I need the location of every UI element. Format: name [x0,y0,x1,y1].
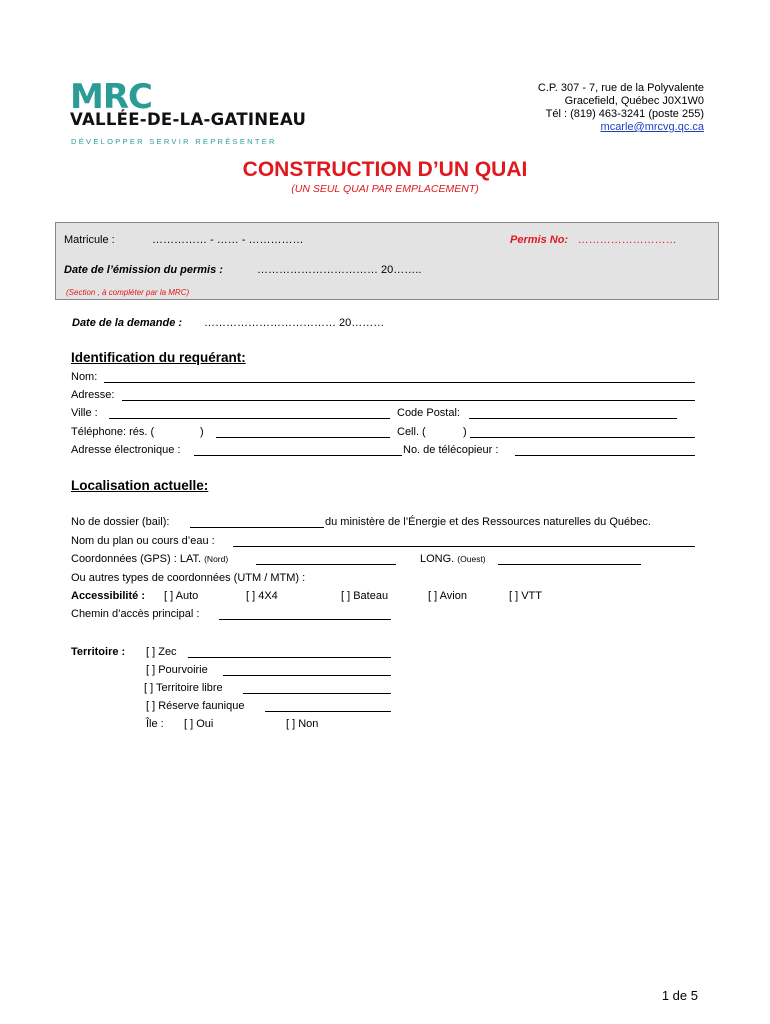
dossier-label: No de dossier (bail): [71,516,170,528]
code-postal-field[interactable] [469,418,677,419]
territoire-reserve-field[interactable] [265,711,391,712]
nom-label: Nom: [71,371,98,383]
demande-field[interactable]: ……………………………… 20……… [204,317,385,329]
matricule-field[interactable]: …………… - …… - …………… [152,234,304,246]
email-link[interactable]: mcarle@mrcvg.qc.ca [600,121,704,133]
address-line-2: Gracefield, Québec J0X1W0 [564,95,704,107]
adresse-label: Adresse: [71,389,115,401]
logo-tagline: DÉVELOPPER SERVIR REPRÉSENTER [71,137,277,146]
gps-nord-text: (Nord) [204,554,229,564]
access-vtt-checkbox[interactable]: [ ] VTT [509,590,542,602]
emission-field[interactable]: …………………………… 20…….. [257,264,422,276]
email-label: Adresse électronique : [71,444,181,456]
plan-eau-field[interactable] [233,546,695,547]
ville-label: Ville : [71,407,98,419]
gps-lat-field[interactable] [256,564,396,565]
admin-note: (Section , à compléter par la MRC) [66,288,190,297]
gps-long-label [420,553,486,566]
page-subtitle: (UN SEUL QUAI PAR EMPLACEMENT) [291,183,479,195]
ile-label: Île : [146,718,164,730]
telephone-field[interactable] [216,437,390,438]
territoire-pourvoirie-checkbox[interactable]: [ ] Pourvoirie [146,664,208,676]
territoire-zec-field[interactable] [188,657,391,658]
code-postal-label: Code Postal: [397,407,460,419]
permis-field[interactable]: ……………………… [578,234,677,246]
demande-label: Date de la demande : [72,317,183,329]
accessibilite-label: Accessibilité : [71,590,145,602]
address-block [538,82,704,134]
telephone-label: Téléphone: rés. ( [71,426,155,438]
permis-label: Permis No: [510,234,569,246]
territoire-libre-checkbox[interactable]: [ ] Territoire libre [144,682,223,694]
autres-coord-label: Ou autres types de coordonnées (UTM / MTM) : [71,572,306,584]
nom-field[interactable] [104,382,695,383]
gps-ouest-text: (Ouest) [457,554,486,564]
cell-paren-close: ) [463,426,467,438]
chemin-field[interactable] [219,619,391,620]
dossier-suffix: du ministère de l’Énergie et des Ressources naturelles du Québec. [325,516,651,528]
emission-label: Date de l’émission du permis : [64,264,223,276]
territoire-libre-field[interactable] [243,693,391,694]
logo-mrc: MRC [70,77,152,117]
page-number: 1 de 5 [661,988,698,1003]
access-auto-checkbox[interactable]: [ ] Auto [164,590,199,602]
chemin-label: Chemin d’accès principal : [71,608,200,620]
dossier-field[interactable] [190,527,324,528]
territoire-zec-checkbox[interactable]: [ ] Zec [146,646,177,658]
access-avion-checkbox[interactable]: [ ] Avion [428,590,467,602]
ile-oui-checkbox[interactable]: [ ] Oui [184,718,214,730]
ville-field[interactable] [109,418,390,419]
territoire-label: Territoire : [71,646,126,658]
ile-non-checkbox[interactable]: [ ] Non [286,718,319,730]
adresse-field[interactable] [122,400,695,401]
fax-label: No. de télécopieur : [403,444,499,456]
access-4x4-checkbox[interactable]: [ ] 4X4 [246,590,278,602]
cell-field[interactable] [470,437,695,438]
logo-vallee: VALLÉE-DE-LA-GATINEAU [70,110,307,129]
access-bateau-checkbox[interactable]: [ ] Bateau [341,590,389,602]
address-phone: Tél : (819) 463-3241 (poste 255) [545,108,704,120]
address-line-1: C.P. 307 - 7, rue de la Polyvalente [537,82,704,94]
fax-field[interactable] [515,455,695,456]
telephone-paren-close: ) [200,426,204,438]
territoire-reserve-checkbox[interactable]: [ ] Réserve faunique [146,700,245,712]
cell-label: Cell. ( [397,426,426,438]
gps-lat-text: Coordonnées (GPS) : LAT. [71,553,202,565]
email-field[interactable] [194,455,402,456]
plan-eau-label: Nom du plan ou cours d’eau : [71,535,215,547]
territoire-pourvoirie-field[interactable] [223,675,391,676]
matricule-label: Matricule : [64,234,115,246]
gps-long-field[interactable] [498,564,641,565]
identification-heading: Identification du requérant: [71,350,246,365]
page-title: CONSTRUCTION D’UN QUAI [242,158,528,181]
gps-long-text: LONG. [420,553,455,565]
localisation-heading: Localisation actuelle: [71,478,209,493]
gps-lat-label [71,553,228,566]
